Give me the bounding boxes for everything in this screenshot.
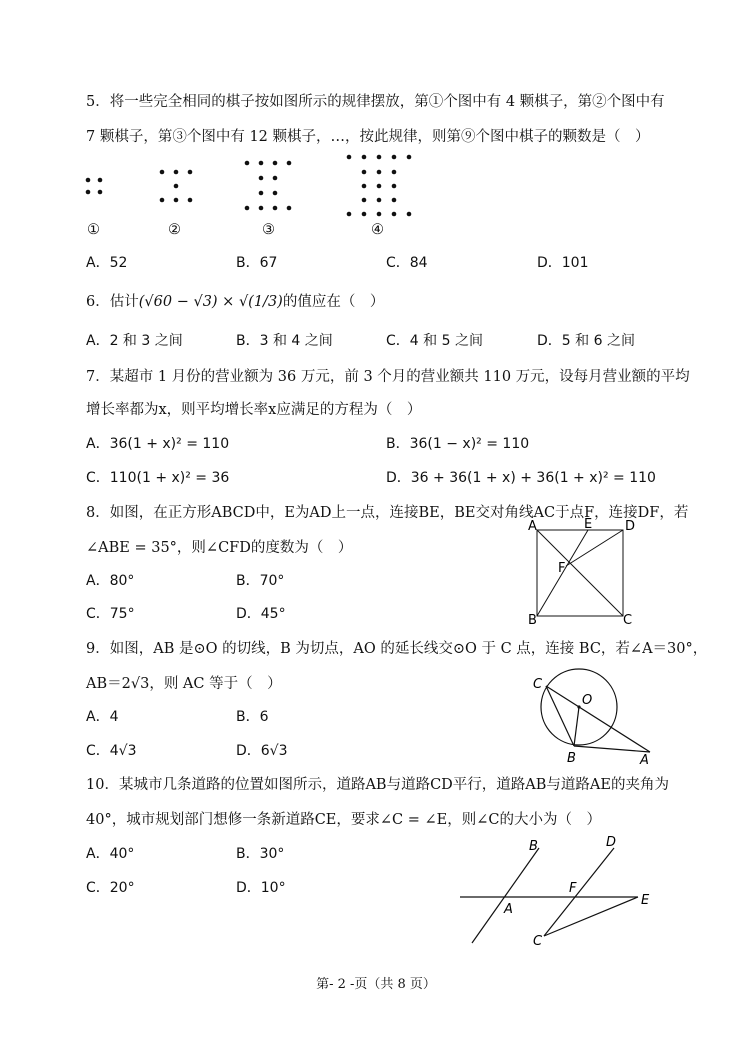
q5-option-c: C．84	[386, 255, 428, 271]
q6-prefix: 6．估计	[86, 294, 139, 310]
q10-line1: 10．某城市几条道路的位置如图所示，道路AB与道路CD平行，道路AB与道路AE的夹角为	[86, 777, 669, 793]
q7-option-c: C．110(1 + x)² = 36	[86, 470, 230, 486]
q9-option-b: B．6	[236, 709, 269, 725]
q5-figure-label-4: ④	[371, 222, 384, 238]
q10-option-a: A．40°	[86, 846, 135, 862]
q7-option-d: D．36 + 36(1 + x) + 36(1 + x)² = 110	[386, 470, 656, 486]
q5-option-d: D．101	[537, 255, 589, 271]
q6-option-d: D．5 和 6 之间	[537, 333, 635, 349]
q9-point-c: C	[533, 677, 543, 692]
q8-option-a: A．80°	[86, 573, 135, 589]
q10-point-b: B	[529, 839, 538, 854]
q9-point-b: B	[567, 751, 576, 766]
q9-point-a: A	[640, 753, 649, 766]
q10-point-f: F	[569, 881, 577, 896]
q8-option-d: D．45°	[236, 606, 286, 622]
q10-option-c: C．20°	[86, 880, 135, 896]
q10-line2: 40°，城市规划部门想修一条新道路CE，要求∠C = ∠E，则∠C的大小为（ ）	[86, 812, 601, 828]
q10-point-c: C	[533, 934, 543, 949]
q8-point-d: D	[625, 519, 636, 534]
q6-stem	[86, 290, 384, 311]
q8-point-e: E	[584, 518, 593, 532]
q5-figure-label-1: ①	[87, 222, 100, 238]
q6-expression: (√60 − √3) × √(1/3)	[138, 294, 283, 310]
q10-point-e: E	[641, 893, 650, 908]
q5-figure-label-3: ③	[262, 222, 275, 238]
q8-point-a: A	[528, 519, 537, 534]
page-footer: 第- 2 -页（共 8 页）	[316, 977, 436, 992]
q9-circle-tangent-figure	[528, 666, 668, 766]
q5-line2: 7 颗棋子，第③个图中有 12 颗棋子，…，按此规律，则第⑨个图中棋子的颗数是（ ）	[86, 129, 650, 145]
q6-option-a: A．2 和 3 之间	[86, 333, 183, 349]
q9-option-d: D．6√3	[236, 743, 288, 759]
q5-pattern-figure	[80, 150, 440, 245]
q6-option-c: C．4 和 5 之间	[386, 333, 483, 349]
q8-point-c: C	[623, 613, 633, 628]
q5-option-a: A．52	[86, 255, 128, 271]
q6-option-b: B．3 和 4 之间	[236, 333, 333, 349]
q10-roads-figure	[455, 830, 670, 950]
q8-line1: 8．如图，在正方形ABCD中，E为AD上一点，连接BE，BE交对角线AC于点F，连接DF，若	[86, 505, 689, 521]
q9-option-c: C．4√3	[86, 743, 137, 759]
q10-point-a: A	[504, 902, 513, 917]
q10-point-d: D	[606, 835, 617, 850]
q9-line2: AB＝2√3，则 AC 等于（ ）	[86, 676, 282, 692]
q7-line1: 7．某超市 1 月份的营业额为 36 万元，前 3 个月的营业额共 110 万元，设每月营业额的平均	[86, 369, 690, 385]
q6-suffix: 的值应在（ ）	[282, 294, 385, 310]
q9-line1: 9．如图，AB 是⊙O 的切线，B 为切点，AO 的延长线交⊙O 于 C 点，连接 BC，若∠A＝30°，	[86, 641, 708, 657]
q9-option-a: A．4	[86, 709, 119, 725]
pattern-4	[347, 155, 412, 217]
q8-option-b: B．70°	[236, 573, 285, 589]
q5-option-b: B．67	[236, 255, 278, 271]
q8-option-c: C．75°	[86, 606, 135, 622]
pattern-1	[86, 178, 103, 195]
q5-figure-label-2: ②	[168, 222, 181, 238]
q7-option-b: B．36(1 − x)² = 110	[386, 436, 530, 452]
q9-point-o: O	[582, 693, 593, 708]
q8-square-figure	[520, 518, 640, 630]
q7-line2: 增长率都为x，则平均增长率x应满足的方程为（ ）	[86, 402, 422, 418]
q5-line1: 5．将一些完全相同的棋子按如图所示的规律摆放，第①个图中有 4 颗棋子，第②个图中有	[86, 94, 665, 110]
q10-option-b: B．30°	[236, 846, 285, 862]
pattern-2	[160, 170, 193, 203]
q8-line2: ∠ABE = 35°，则∠CFD的度数为（ ）	[86, 540, 353, 556]
q8-point-b: B	[528, 613, 537, 628]
pattern-3	[245, 161, 292, 211]
q8-point-f: F	[558, 561, 566, 576]
q7-option-a: A．36(1 + x)² = 110	[86, 436, 230, 452]
q10-option-d: D．10°	[236, 880, 286, 896]
